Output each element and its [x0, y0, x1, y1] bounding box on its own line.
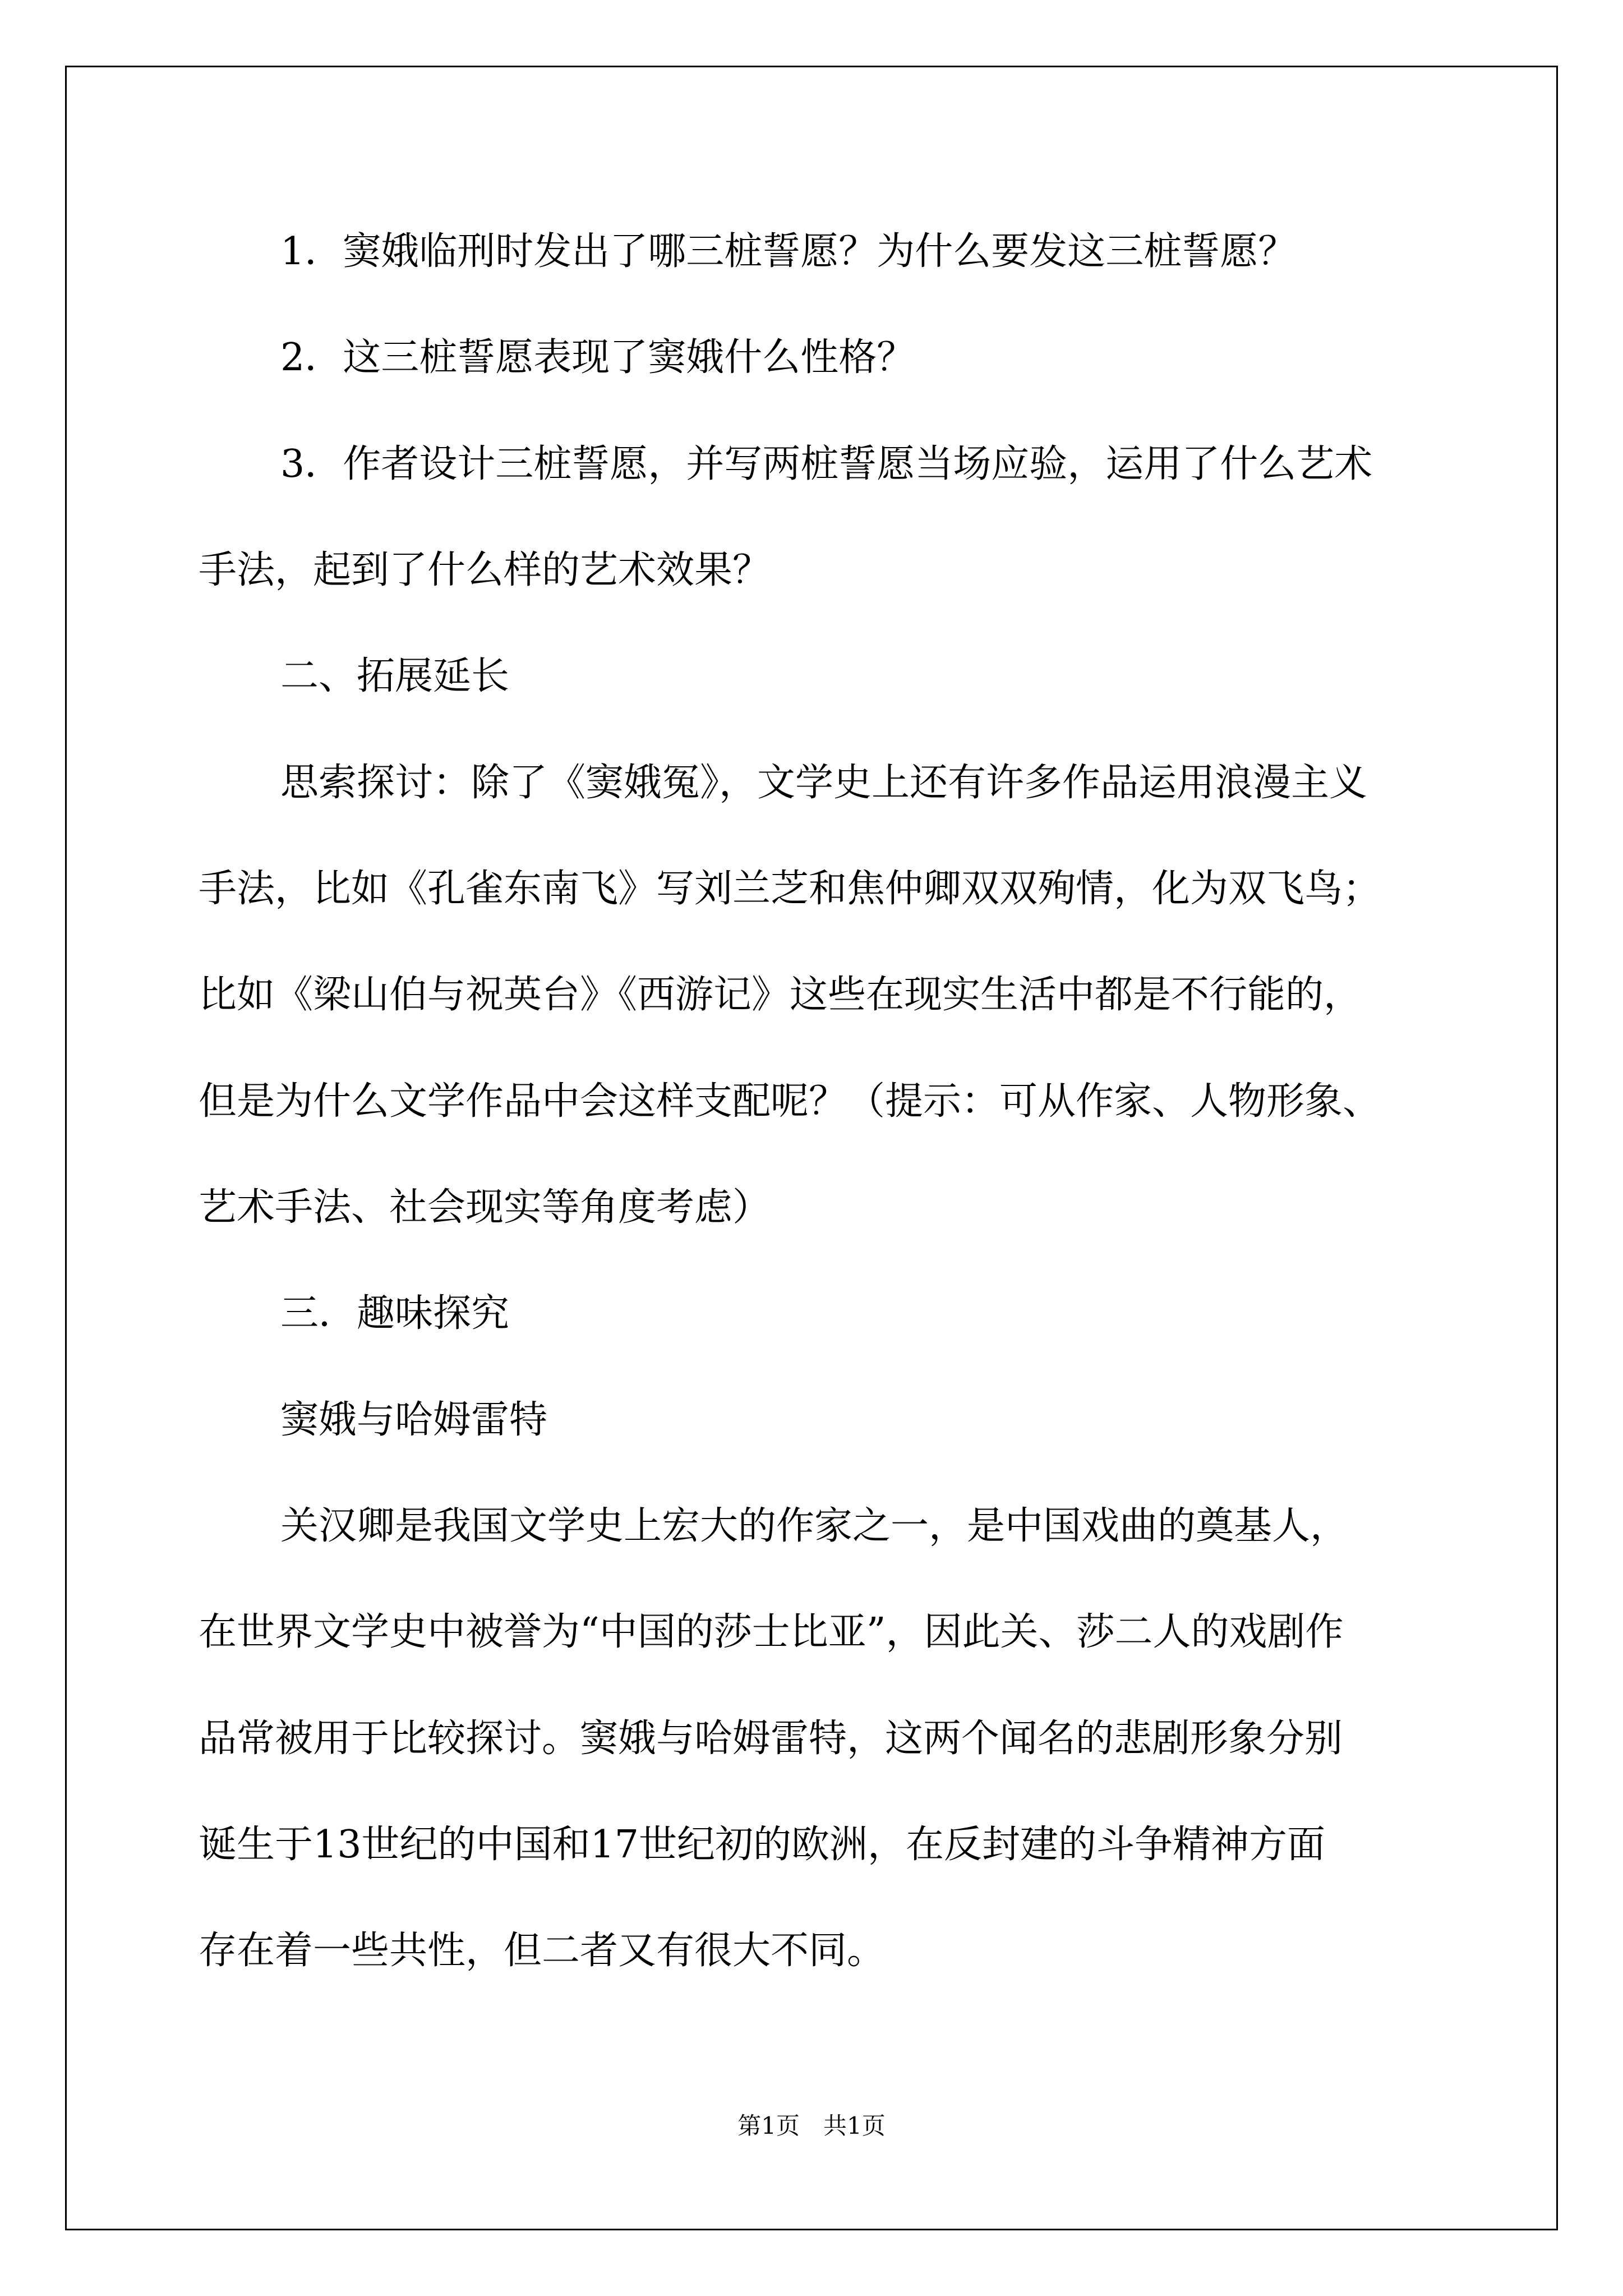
body-paragraph-line: 诞生于13世纪的中国和17世纪初的欧洲，在反封建的斗争精神方面	[199, 1823, 1326, 1867]
discussion-paragraph-line: 但是为什么文学作品中会这样支配呢？（提示：可从作家、人物形象、	[199, 1079, 1381, 1124]
discussion-paragraph-line: 思索探讨：除了《窦娥冤》，文学史上还有许多作品运用浪漫主义	[280, 761, 1368, 805]
discussion-paragraph-line: 比如《梁山伯与祝英台》《西游记》这些在现实生活中都是不行能的，	[199, 973, 1362, 1017]
question-3-continued: 手法，起到了什么样的艺术效果？	[199, 548, 771, 592]
body-paragraph-line: 关汉卿是我国文学史上宏大的作家之一，是中国戏曲的奠基人，	[280, 1504, 1349, 1548]
body-paragraph-line: 在世界文学史中被誉为“中国的莎士比亚”，因此关、莎二人的戏剧作	[199, 1610, 1344, 1654]
page-border	[65, 66, 1558, 2230]
question-3: 3．作者设计三桩誓愿，并写两桩誓愿当场应验，运用了什么艺术	[280, 442, 1373, 486]
section-heading-extension: 二、拓展延长	[280, 654, 510, 698]
body-paragraph-line: 品常被用于比较探讨。窦娥与哈姆雷特，这两个闻名的悲剧形象分别	[199, 1717, 1343, 1761]
discussion-paragraph-line: 手法，比如《孔雀东南飞》写刘兰芝和焦仲卿双双殉情，化为双飞鸟；	[199, 867, 1381, 911]
body-paragraph-line: 存在着一些共性，但二者又有很大不同。	[199, 1929, 886, 1973]
subheading-title: 窦娥与哈姆雷特	[280, 1398, 548, 1442]
question-2: 2．这三桩誓愿表现了窦娥什么性格？	[280, 335, 915, 380]
page-footer: 第1页 共1页	[737, 2112, 886, 2139]
discussion-paragraph-line: 艺术手法、社会现实等角度考虑）	[199, 1185, 771, 1230]
section-heading-inquiry: 三．趣味探究	[280, 1291, 510, 1336]
question-1: 1．窦娥临刑时发出了哪三桩誓愿？为什么要发这三桩誓愿？	[280, 229, 1297, 274]
